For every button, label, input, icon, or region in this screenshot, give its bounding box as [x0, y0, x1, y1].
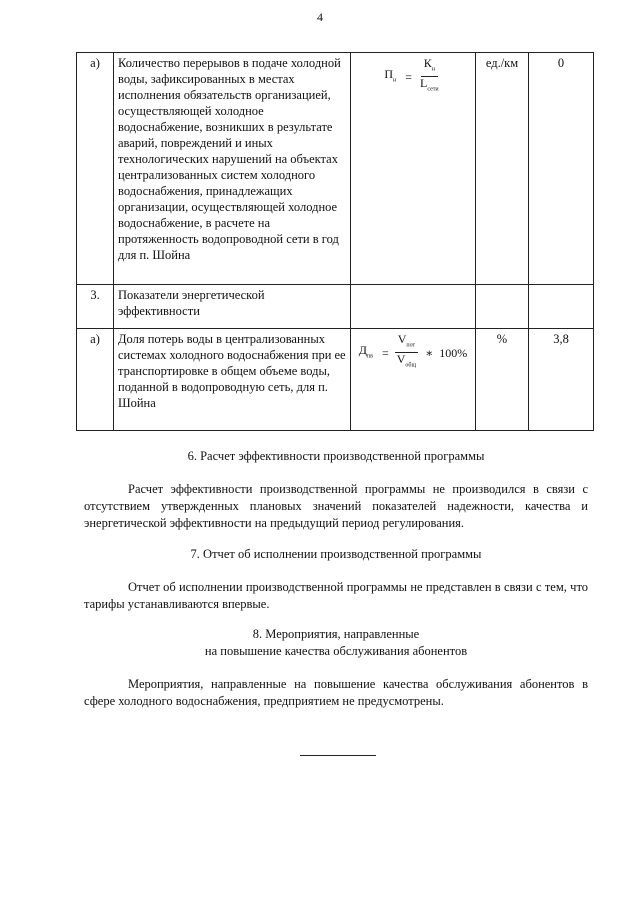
- formula-lhs: $П_н$: [384, 66, 397, 84]
- indicators-table: [76, 52, 594, 431]
- indicator-name: Количество перерывов в подаче холодной воды, зафиксированных в местах исполнения обязательств организацией, осуществляющей холодное водоснабжение, возникших в результате аварий, повреждений и иных технологических нарушений на объектах централизованных систем холодного водоснабжения, принадлежащих организации, осуществляющей холодное водоснабжение, в расчете на протяженность водопроводной сети в год для п. Шойна: [114, 53, 351, 285]
- equals-sign: =: [405, 69, 413, 84]
- value-cell: [529, 285, 594, 329]
- value-cell: 0: [529, 53, 594, 285]
- table-row: [77, 329, 594, 431]
- formula-multiplier: 100%: [439, 345, 468, 360]
- fraction-denominator: $V_{общ}$: [396, 352, 417, 369]
- fraction-numerator: $К_н$: [421, 57, 438, 77]
- section-heading-line2: на повышение качества обслуживания абонентов: [204, 644, 468, 658]
- page-number: 4: [317, 10, 323, 24]
- fraction: [394, 333, 419, 373]
- row-number: 3.: [77, 285, 114, 329]
- multiply-sign: ∗: [425, 345, 434, 360]
- end-divider: [300, 755, 376, 756]
- equals-sign: =: [381, 345, 389, 360]
- table-row: [77, 285, 594, 329]
- section-efficiency: [84, 448, 588, 532]
- formula: [355, 55, 471, 97]
- table-row: [77, 53, 594, 285]
- formula-cell: [351, 285, 476, 329]
- fraction-denominator: $L_{сети}$: [420, 76, 439, 93]
- section-paragraph: Расчет эффективности производственной программы не производился в связи с отсутствием утвержденных плановых значений показателей надежности, качества и энергетической эффективности на предыдущий период регулирования.: [84, 482, 588, 530]
- unit-cell: [476, 285, 529, 329]
- unit-cell: ед./км: [476, 53, 529, 285]
- row-number: а): [77, 329, 114, 431]
- fraction-numerator: $V_{пот}$: [395, 333, 418, 353]
- unit-cell: %: [476, 329, 529, 431]
- formula-cell: [351, 53, 476, 285]
- section-paragraph: Мероприятия, направленные на повышение качества обслуживания абонентов в сфере холодного водоснабжения, предприятием не предусмотрены.: [84, 677, 588, 708]
- value-cell: 3,8: [529, 329, 594, 431]
- section-heading: 6. Расчет эффективности производственной программы: [187, 449, 485, 463]
- formula: [355, 331, 471, 373]
- indicator-name: Доля потерь воды в централизованных системах холодного водоснабжения при ее транспортировке в общем объеме воды, поданной в водопроводную сеть, для п. Шойна: [114, 329, 351, 431]
- row-number: а): [77, 53, 114, 285]
- section-paragraph: Отчет об исполнении производственной программы не представлен в связи с тем, что тарифы устанавливаются впервые.: [84, 580, 588, 611]
- indicator-name: Показатели энергетической эффективности: [114, 285, 351, 329]
- formula-cell: [351, 329, 476, 431]
- fraction: [417, 57, 442, 97]
- section-heading-line1: 8. Мероприятия, направленные: [252, 627, 420, 641]
- section-report: [84, 546, 588, 613]
- section-heading: 7. Отчет об исполнении производственной программы: [190, 547, 482, 561]
- formula-lhs: $Д_{пв}$: [358, 342, 373, 360]
- section-measures: [84, 626, 588, 710]
